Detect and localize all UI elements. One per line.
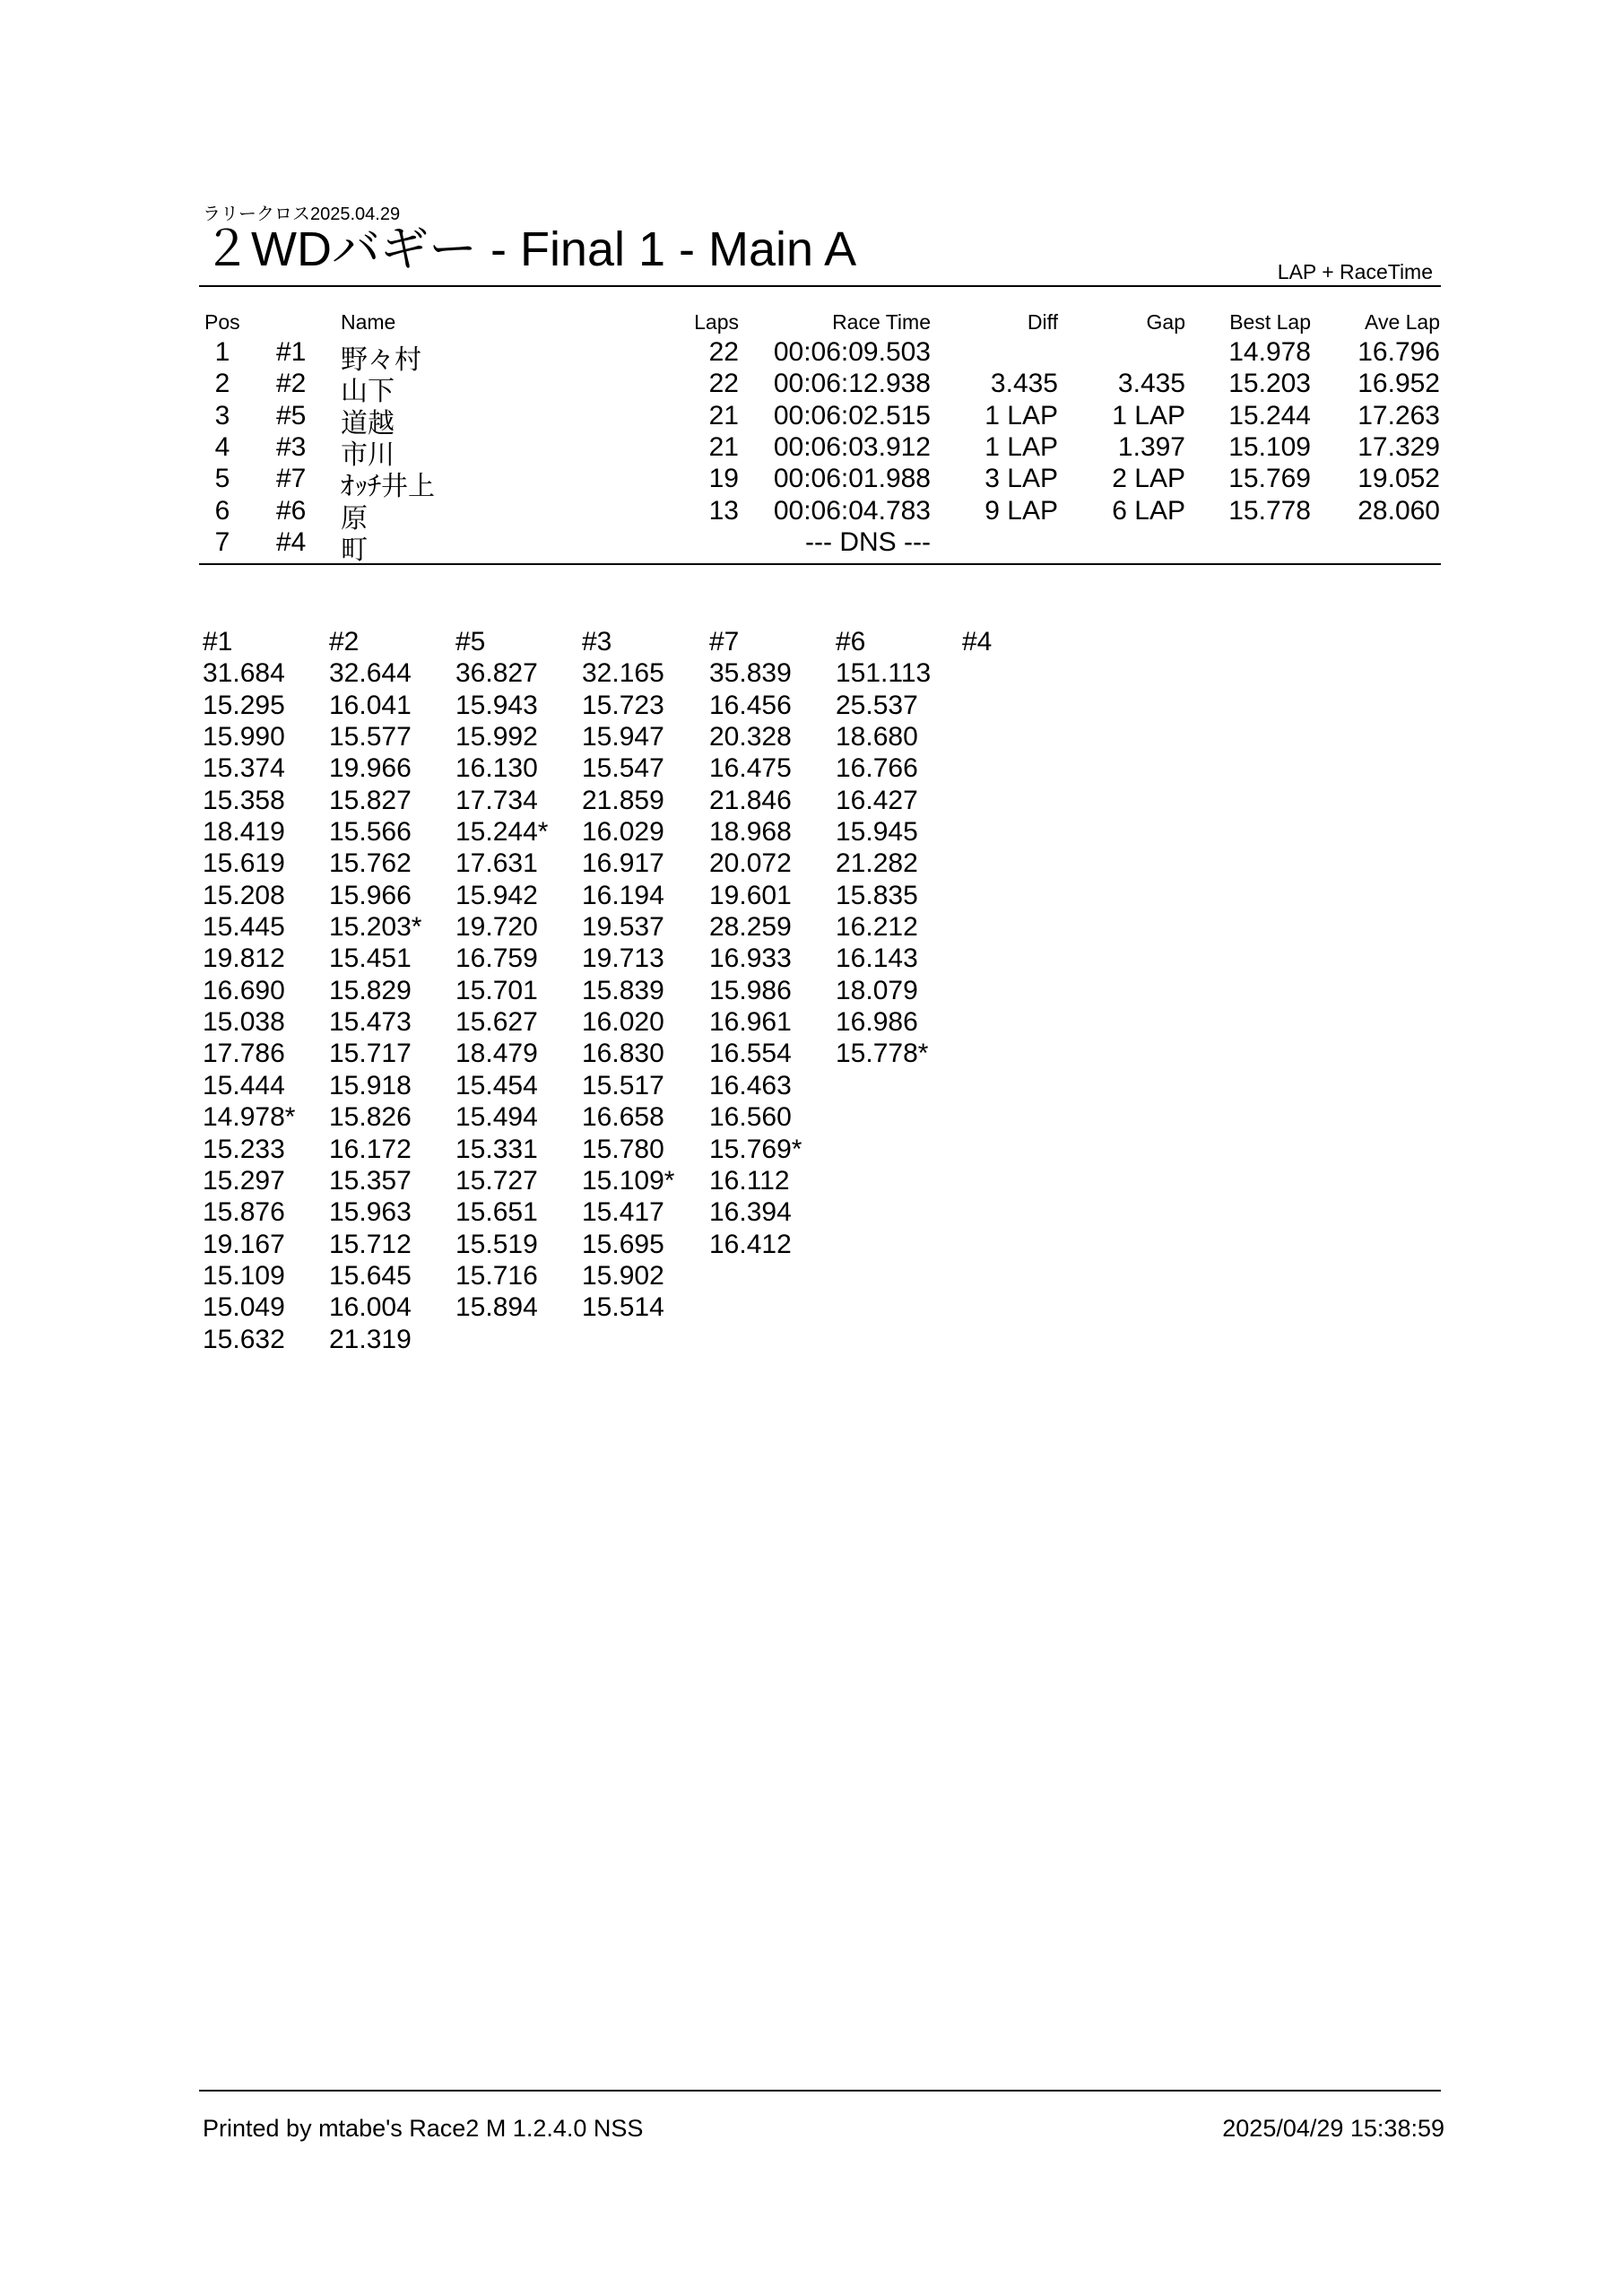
pos-cell: 1: [214, 337, 230, 367]
lap-time-value: 16.456: [709, 690, 792, 720]
lap-column: [329, 626, 455, 1355]
ave-lap-cell: 17.329: [1357, 432, 1440, 463]
lap-time-value: 15.943: [455, 690, 538, 720]
laps-cell: 13: [708, 495, 739, 526]
lap-time-value: 15.454: [455, 1070, 538, 1100]
lap-time-value: 15.695: [582, 1229, 664, 1259]
lap-time-value: 151.113: [836, 658, 932, 689]
lap-time-value: 15.233: [203, 1134, 285, 1164]
col-header-best-lap: Best Lap: [1229, 310, 1311, 334]
lap-time-value: 15.049: [203, 1292, 285, 1323]
driver-name-cell: 市川: [341, 440, 395, 471]
lap-time-value: 15.827: [329, 785, 412, 815]
col-header-ave-lap: Ave Lap: [1365, 310, 1440, 334]
diff-cell: 3 LAP: [984, 464, 1058, 494]
driver-name-cell: 道越: [341, 408, 395, 439]
lap-time-value: 15.357: [329, 1165, 412, 1196]
car-number-cell: #7: [276, 464, 307, 494]
lap-time-value: 16.560: [709, 1102, 792, 1133]
pos-cell: 5: [214, 464, 230, 494]
car-number-cell: #1: [276, 337, 307, 367]
lap-time-value: 25.537: [836, 690, 918, 720]
lap-time-value: 17.734: [455, 785, 538, 815]
race-time-cell: 00:06:01.988: [773, 464, 931, 494]
lap-time-value: 15.109: [203, 1260, 285, 1291]
lap-time-value: 15.514: [582, 1292, 664, 1323]
laps-cell: 22: [708, 337, 739, 367]
lap-time-value: 15.701: [455, 975, 538, 1005]
lap-time-value: 15.038: [203, 1007, 285, 1038]
col-header-gap: Gap: [1146, 310, 1185, 334]
diff-cell: 9 LAP: [984, 495, 1058, 526]
lap-time-value: 15.826: [329, 1102, 412, 1133]
lap-time-value: 15.651: [455, 1197, 538, 1228]
lap-time-value: 15.992: [455, 722, 538, 752]
lap-time-value: 16.020: [582, 1007, 664, 1038]
lap-time-value: 15.839: [582, 975, 664, 1005]
lap-time-value: 15.297: [203, 1165, 285, 1196]
car-number-cell: #2: [276, 369, 307, 399]
laps-cell: 21: [708, 400, 739, 430]
lap-column: [962, 626, 1088, 657]
lap-column-header: #4: [962, 627, 993, 657]
lap-time-value: 18.968: [709, 817, 792, 848]
scoring-mode-label: LAP + RaceTime: [1277, 260, 1433, 283]
ave-lap-cell: 19.052: [1357, 464, 1440, 494]
lap-time-value: 18.680: [836, 722, 918, 752]
pos-cell: 4: [214, 432, 230, 463]
lap-time-value: 16.212: [836, 912, 918, 943]
lap-time-value: 19.167: [203, 1229, 285, 1259]
lap-time-value: 15.645: [329, 1260, 412, 1291]
col-header-laps: Laps: [694, 310, 739, 334]
pos-cell: 2: [214, 369, 230, 399]
lap-column-header: #6: [836, 627, 866, 657]
lap-time-value: 15.835: [836, 880, 918, 910]
lap-time-value: 32.165: [582, 658, 664, 689]
gap-cell: 6 LAP: [1112, 495, 1185, 526]
driver-name-cell: 原: [341, 503, 368, 534]
page-title: ２WDバギー - Final 1 - Main A: [203, 222, 857, 276]
lap-time-value: 15.619: [203, 848, 285, 879]
pos-cell: 6: [214, 495, 230, 526]
lap-time-value: 15.451: [329, 944, 412, 974]
col-header-pos: Pos: [204, 310, 240, 334]
lap-time-value: 15.712: [329, 1229, 412, 1259]
lap-time-value: 15.517: [582, 1070, 664, 1100]
lap-time-value: 15.627: [455, 1007, 538, 1038]
lap-time-value: 15.918: [329, 1070, 412, 1100]
lap-time-value: 16.830: [582, 1039, 664, 1069]
lap-time-value: 15.109*: [582, 1165, 675, 1196]
lap-time-value: 15.519: [455, 1229, 538, 1259]
laps-cell: 19: [708, 464, 739, 494]
car-number-cell: #3: [276, 432, 307, 463]
race-time-cell: 00:06:12.938: [773, 369, 931, 399]
lap-time-value: 16.463: [709, 1070, 792, 1100]
best-lap-cell: 15.203: [1228, 369, 1311, 399]
lap-time-value: 15.417: [582, 1197, 664, 1228]
lap-time-value: 21.319: [329, 1324, 412, 1354]
lap-time-value: 21.282: [836, 848, 918, 879]
lap-time-value: 17.631: [455, 848, 538, 879]
driver-name-cell: 野々村: [341, 345, 421, 375]
laps-cell: 21: [708, 432, 739, 463]
best-lap-cell: 15.769: [1228, 464, 1311, 494]
lap-time-value: 16.475: [709, 753, 792, 784]
race-time-cell: 00:06:03.912: [773, 432, 931, 463]
lap-time-value: 19.713: [582, 944, 664, 974]
lap-time-value: 15.358: [203, 785, 285, 815]
ave-lap-cell: 16.796: [1357, 337, 1440, 367]
lap-time-value: 16.986: [836, 1007, 918, 1038]
pos-cell: 7: [214, 527, 230, 558]
lap-time-value: 16.917: [582, 848, 664, 879]
best-lap-cell: 15.778: [1228, 495, 1311, 526]
lap-time-value: 15.374: [203, 753, 285, 784]
lap-column: [203, 626, 328, 1355]
ave-lap-cell: 17.263: [1357, 400, 1440, 430]
lap-time-value: 15.778*: [836, 1039, 929, 1069]
lap-time-value: 15.494: [455, 1102, 538, 1133]
lap-time-value: 15.963: [329, 1197, 412, 1228]
col-header-race-time: Race Time: [832, 310, 931, 334]
best-lap-cell: 14.978: [1228, 337, 1311, 367]
lap-column-header: #1: [203, 627, 233, 657]
lap-time-value: 15.203*: [329, 912, 422, 943]
lap-time-value: 15.780: [582, 1134, 664, 1164]
lap-time-value: 16.933: [709, 944, 792, 974]
race-time-cell: 00:06:04.783: [773, 495, 931, 526]
lap-time-value: 15.444: [203, 1070, 285, 1100]
lap-time-value: 15.829: [329, 975, 412, 1005]
lap-time-value: 15.547: [582, 753, 664, 784]
driver-name-cell: 山下: [341, 377, 395, 407]
race-time-cell: 00:06:09.503: [773, 337, 931, 367]
lap-time-value: 15.473: [329, 1007, 412, 1038]
lap-time-value: 16.112: [709, 1165, 790, 1196]
gap-cell: 1 LAP: [1112, 400, 1185, 430]
lap-time-value: 14.978*: [203, 1102, 296, 1133]
lap-column: [836, 626, 961, 1070]
lap-time-value: 15.769*: [709, 1134, 802, 1164]
lap-time-value: 19.601: [709, 880, 792, 910]
lap-time-value: 16.961: [709, 1007, 792, 1038]
lap-time-value: 16.004: [329, 1292, 412, 1323]
lap-time-value: 28.259: [709, 912, 792, 943]
lap-time-value: 19.812: [203, 944, 285, 974]
lap-time-value: 18.479: [455, 1039, 538, 1069]
lap-time-value: 18.419: [203, 817, 285, 848]
lap-time-value: 15.942: [455, 880, 538, 910]
lap-time-value: 32.644: [329, 658, 412, 689]
lap-time-value: 15.990: [203, 722, 285, 752]
print-timestamp: 2025/04/29 15:38:59: [1222, 2115, 1444, 2142]
lap-time-value: 16.766: [836, 753, 918, 784]
lap-time-value: 15.723: [582, 690, 664, 720]
lap-time-value: 15.331: [455, 1134, 538, 1164]
driver-name-cell: 町: [341, 535, 368, 566]
lap-time-value: 16.412: [709, 1229, 792, 1259]
lap-time-value: 15.632: [203, 1324, 285, 1354]
col-header-diff: Diff: [1027, 310, 1058, 334]
lap-column-header: #5: [455, 627, 486, 657]
lap-column-header: #3: [582, 627, 612, 657]
gap-cell: 2 LAP: [1112, 464, 1185, 494]
gap-cell: 3.435: [1117, 369, 1185, 399]
lap-time-value: 31.684: [203, 658, 285, 689]
lap-column: [455, 626, 581, 1324]
lap-time-value: 15.208: [203, 880, 285, 910]
lap-time-value: 15.945: [836, 817, 918, 848]
lap-time-value: 15.966: [329, 880, 412, 910]
lap-time-value: 20.072: [709, 848, 792, 879]
lap-time-value: 16.041: [329, 690, 412, 720]
car-number-cell: #4: [276, 527, 307, 558]
lap-time-value: 15.947: [582, 722, 664, 752]
lap-time-value: 19.966: [329, 753, 412, 784]
lap-time-value: 15.566: [329, 817, 412, 848]
lap-time-value: 15.902: [582, 1260, 664, 1291]
lap-time-value: 16.690: [203, 975, 285, 1005]
lap-column-header: #7: [709, 627, 740, 657]
lap-time-value: 19.537: [582, 912, 664, 943]
diff-cell: 3.435: [990, 369, 1058, 399]
lap-time-value: 19.720: [455, 912, 538, 943]
lap-column: [709, 626, 835, 1260]
lap-time-value: 15.986: [709, 975, 792, 1005]
ave-lap-cell: 16.952: [1357, 369, 1440, 399]
lap-time-value: 15.876: [203, 1197, 285, 1228]
lap-time-value: 36.827: [455, 658, 538, 689]
lap-time-value: 15.727: [455, 1165, 538, 1196]
race-time-cell: --- DNS ---: [805, 527, 931, 558]
car-number-cell: #6: [276, 495, 307, 526]
lap-time-value: 15.445: [203, 912, 285, 943]
diff-cell: 1 LAP: [984, 432, 1058, 463]
printed-by-label: Printed by mtabe's Race2 M 1.2.4.0 NSS: [203, 2115, 644, 2142]
lap-time-value: 16.427: [836, 785, 918, 815]
race-time-cell: 00:06:02.515: [773, 400, 931, 430]
car-number-cell: #5: [276, 400, 307, 430]
lap-time-value: 16.143: [836, 944, 918, 974]
lap-time-value: 16.130: [455, 753, 538, 784]
lap-time-value: 18.079: [836, 975, 918, 1005]
lap-time-value: 15.295: [203, 690, 285, 720]
event-label: ラリークロス2025.04.29: [203, 204, 401, 224]
col-header-name: Name: [341, 310, 396, 334]
lap-time-value: 15.762: [329, 848, 412, 879]
lap-time-value: 15.716: [455, 1260, 538, 1291]
lap-time-value: 15.894: [455, 1292, 538, 1323]
lap-time-value: 15.717: [329, 1039, 412, 1069]
lap-time-value: 20.328: [709, 722, 792, 752]
pos-cell: 3: [214, 400, 230, 430]
results-divider: [199, 563, 1441, 565]
gap-cell: 1.397: [1117, 432, 1185, 463]
lap-time-value: 16.759: [455, 944, 538, 974]
lap-time-value: 17.786: [203, 1039, 285, 1069]
diff-cell: 1 LAP: [984, 400, 1058, 430]
lap-time-value: 16.029: [582, 817, 664, 848]
lap-time-value: 16.658: [582, 1102, 664, 1133]
best-lap-cell: 15.244: [1228, 400, 1311, 430]
lap-time-value: 16.394: [709, 1197, 792, 1228]
lap-time-value: 16.194: [582, 880, 664, 910]
lap-column-header: #2: [329, 627, 360, 657]
laps-cell: 22: [708, 369, 739, 399]
driver-name-cell: ｵｯﾁ井上: [341, 472, 435, 502]
lap-time-value: 16.172: [329, 1134, 412, 1164]
lap-time-value: 21.846: [709, 785, 792, 815]
lap-column: [582, 626, 707, 1324]
lap-time-value: 15.577: [329, 722, 412, 752]
lap-time-value: 16.554: [709, 1039, 792, 1069]
footer-divider: [199, 2090, 1441, 2092]
ave-lap-cell: 28.060: [1357, 495, 1440, 526]
title-divider: [199, 285, 1441, 287]
best-lap-cell: 15.109: [1228, 432, 1311, 463]
lap-time-value: 21.859: [582, 785, 664, 815]
lap-time-value: 35.839: [709, 658, 792, 689]
lap-time-value: 15.244*: [455, 817, 549, 848]
